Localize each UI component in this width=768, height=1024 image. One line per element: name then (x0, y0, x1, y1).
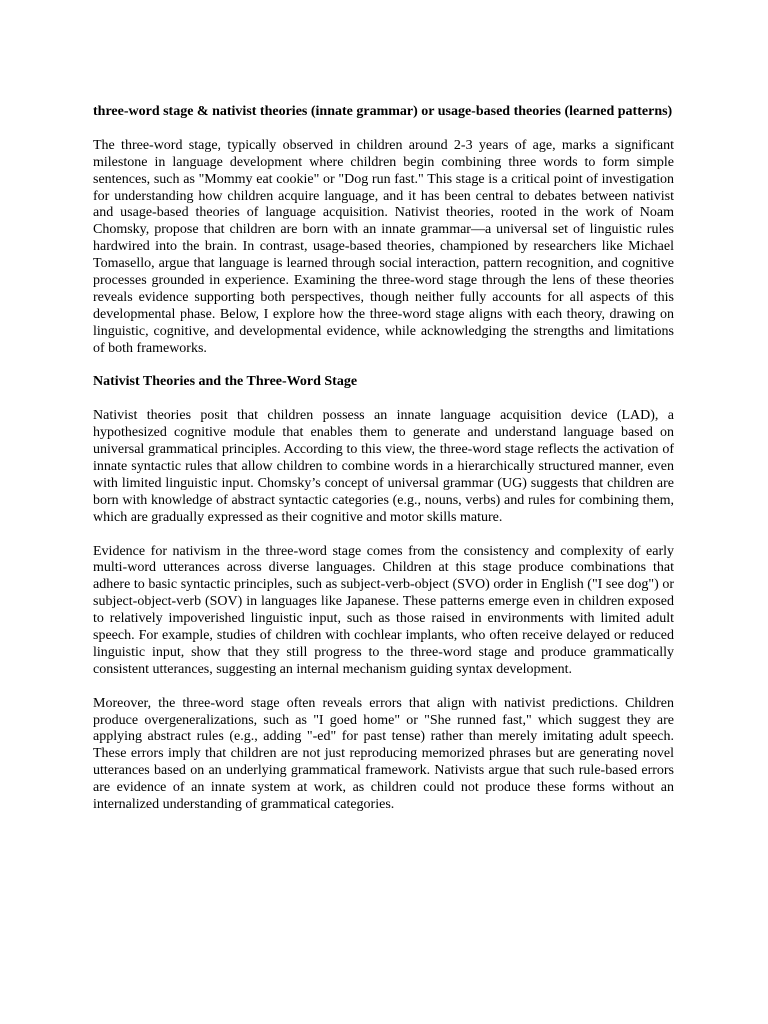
body-paragraph: Nativist theories posit that children possess an innate language acquisition device (LAD), a hypothesized cognitive module that enables them to generate and understand language based on universal grammatical principles. According to this view, the three-word stage reflects the activation of innate syntactic rules that allow children to combine words in a hierarchically structured manner, even with limited linguistic input. Chomsky’s concept of universal grammar (UG) suggests that children are born with knowledge of abstract syntactic categories (e.g., nouns, verbs) and rules for combining them, which are gradually expressed as their cognitive and motor skills mature. (93, 408, 674, 525)
spacer (93, 391, 674, 408)
section-heading: Nativist Theories and the Three-Word Stage (93, 374, 358, 390)
body-paragraph: Evidence for nativism in the three-word stage comes from the consistency and complexity of early multi-word utterances across diverse languages. Children at this stage produce combinations that adhere to basic syntactic principles, such as subject-verb-object (SVO) order in English ("I see dog") or subject-object-verb (SOV) in languages like Japanese. These patterns emerge even in children exposed to relatively impoverished linguistic input, such as those raised in environments with limited adult speech. For example, studies of children with cochlear implants, who often receive delayed or reduced linguistic input, show that they still progress to the three-word stage and produce grammatically consistent utterances, suggesting an internal mechanism guiding syntax development. (93, 543, 674, 677)
spacer (93, 527, 674, 544)
spacer (93, 679, 674, 696)
document-title: three-word stage & nativist theories (innate grammar) or usage-based theories (learned patterns) (93, 104, 673, 119)
intro-paragraph: The three-word stage, typically observed in children around 2-3 years of age, marks a significant milestone in language development where children begin combining three words to form simple sentences, such as "Mommy eat cookie" or "Dog run fast." This stage is a critical point of investigation for understanding how children acquire language, and it has been central to debates between nativist and usage-based theories of language acquisition. Nativist theories, rooted in the work of Noam Chomsky, propose that children are born with an innate grammar—a universal set of linguistic rules hardwired into the brain. In contrast, usage-based theories, championed by researchers like Michael Tomasello, argue that language is learned through social interaction, pattern recognition, and cognitive processes grounded in experience. Examining the three-word stage through the lens of these theories reveals evidence supporting both perspectives, though neither fully accounts for all aspects of this developmental phase. Below, I explore how the three-word stage aligns with each theory, drawing on linguistic, cognitive, and developmental evidence, while acknowledging the strengths and limitations of both frameworks. (93, 137, 674, 356)
spacer (93, 358, 674, 375)
spacer (93, 121, 674, 138)
body-paragraph: Moreover, the three-word stage often reveals errors that align with nativist predictions. Children produce overgeneralizations, such as "I goed home" or "She runned fast," which suggest they are applying abstract rules (e.g., adding "-ed" for past tense) rather than merely imitating adult speech. These errors imply that children are not just reproducing memorized phrases but are generating novel utterances based on an underlying grammatical framework. Nativists argue that such rule-based errors are evidence of an innate system at work, as children could not produce these forms without an internalized understanding of grammatical categories. (93, 695, 674, 813)
document-page (93, 100, 674, 814)
